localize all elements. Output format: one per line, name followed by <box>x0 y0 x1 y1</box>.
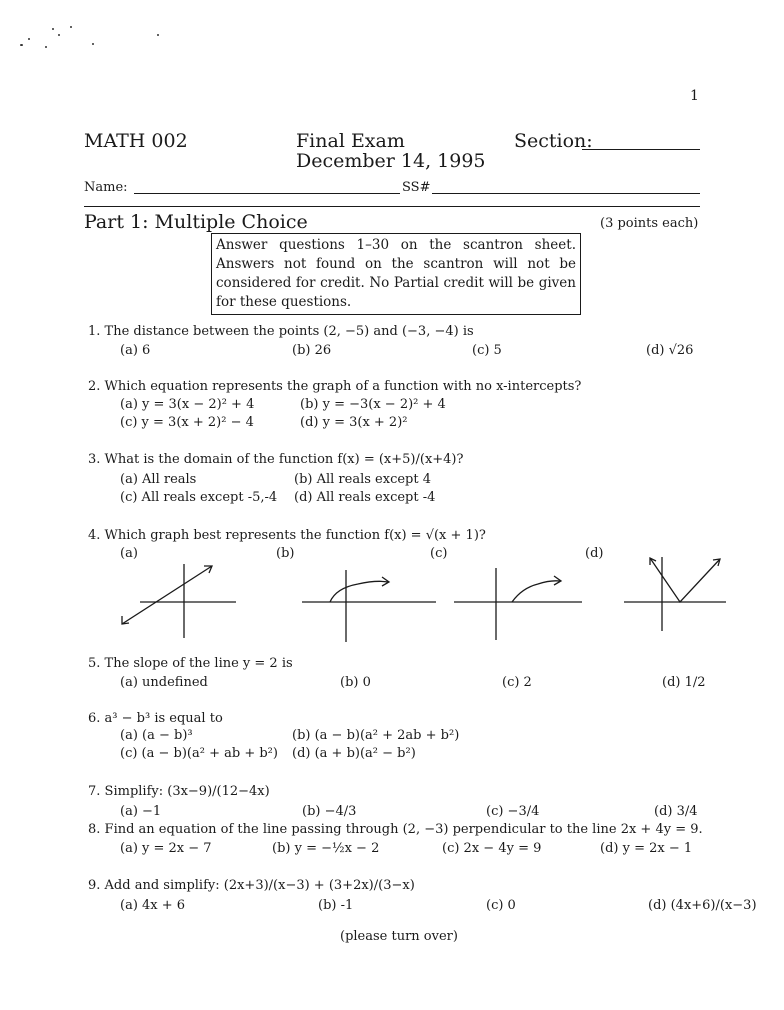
curve <box>330 581 388 602</box>
scan-speck <box>28 38 30 40</box>
question-number: 8. <box>88 822 101 837</box>
choice-3b[interactable]: (b) All reals except 4 <box>294 472 432 487</box>
curve <box>122 566 212 624</box>
question-3 <box>88 452 463 467</box>
ss-field-line[interactable] <box>432 193 700 194</box>
scan-speck <box>52 28 54 30</box>
scan-speck <box>92 43 94 45</box>
instructions-box: Answer questions 1–30 on the scantron sheet. Answers not found on the scantron will not be considered for credit. No Partial credit will be given for these questions. <box>211 233 581 315</box>
exam-title: Final Exam <box>296 130 405 152</box>
scan-speck <box>45 46 47 48</box>
choice-1a[interactable]: (a) 6 <box>120 343 151 358</box>
choice-5a[interactable]: (a) undefined <box>120 675 208 690</box>
choice-9b[interactable]: (b) -1 <box>318 898 354 913</box>
graph-a[interactable] <box>110 558 240 642</box>
choice-1c[interactable]: (c) 5 <box>472 343 502 358</box>
choice-9d[interactable]: (d) (4x+6)/(x−3) <box>648 898 757 913</box>
choice-4d-label[interactable]: (d) <box>585 546 604 561</box>
question-8 <box>88 822 703 837</box>
curve <box>512 581 560 602</box>
name-field-line[interactable] <box>134 193 400 194</box>
question-1 <box>88 324 474 339</box>
question-text: The distance between the points (2, −5) and (−3, −4) is <box>104 324 474 339</box>
choice-6b[interactable]: (b) (a − b)(a² + 2ab + b²) <box>292 728 460 743</box>
graph-b[interactable] <box>296 560 446 644</box>
section-label: Section: <box>514 130 593 152</box>
course-title: MATH 002 <box>84 130 188 152</box>
choice-8d[interactable]: (d) y = 2x − 1 <box>600 841 693 856</box>
choice-9c[interactable]: (c) 0 <box>486 898 516 913</box>
question-7 <box>88 784 270 799</box>
question-text: Add and simplify: (2x+3)/(x−3) + (3+2x)/(3−x) <box>104 878 415 893</box>
page-number: 1 <box>690 88 699 104</box>
choice-2a[interactable]: (a) y = 3(x − 2)² + 4 <box>120 397 255 412</box>
question-number: 9. <box>88 878 101 893</box>
header-divider <box>84 206 700 207</box>
question-4 <box>88 528 486 543</box>
choice-2c[interactable]: (c) y = 3(x + 2)² − 4 <box>120 415 254 430</box>
question-text: The slope of the line y = 2 is <box>104 656 293 671</box>
question-number: 7. <box>88 784 101 799</box>
choice-9a[interactable]: (a) 4x + 6 <box>120 898 186 913</box>
choice-4c-label[interactable]: (c) <box>430 546 448 561</box>
graph-d[interactable] <box>620 555 730 635</box>
choice-6c[interactable]: (c) (a − b)(a² + ab + b²) <box>120 746 278 761</box>
choice-5b[interactable]: (b) 0 <box>340 675 371 690</box>
question-text: Which equation represents the graph of a function with no x-intercepts? <box>104 379 582 394</box>
choice-6d[interactable]: (d) (a + b)(a² − b²) <box>292 746 416 761</box>
choice-7c[interactable]: (c) −3/4 <box>486 804 540 819</box>
question-2 <box>88 379 581 394</box>
question-5 <box>88 656 293 671</box>
choice-8b[interactable]: (b) y = −½x − 2 <box>272 841 380 856</box>
scan-speck <box>157 34 159 36</box>
choice-6a[interactable]: (a) (a − b)³ <box>120 728 193 743</box>
section-field-line[interactable] <box>582 149 700 150</box>
question-text: Find an equation of the line passing through (2, −3) perpendicular to the line 2x + 4y = 9. <box>104 822 703 837</box>
choice-4b-label[interactable]: (b) <box>276 546 295 561</box>
choice-1d[interactable]: (d) √26 <box>646 343 694 358</box>
part-title: Part 1: Multiple Choice <box>84 211 308 233</box>
question-number: 3. <box>88 452 101 467</box>
choice-2b[interactable]: (b) y = −3(x − 2)² + 4 <box>300 397 446 412</box>
question-text: Simplify: (3x−9)/(12−4x) <box>104 784 270 799</box>
question-number: 2. <box>88 379 101 394</box>
choice-5c[interactable]: (c) 2 <box>502 675 532 690</box>
choice-1b[interactable]: (b) 26 <box>292 343 332 358</box>
scan-speck <box>20 44 23 46</box>
exam-date: December 14, 1995 <box>296 150 486 172</box>
points-note: (3 points each) <box>600 216 699 231</box>
question-6 <box>88 711 223 726</box>
choice-7d[interactable]: (d) 3/4 <box>654 804 698 819</box>
choice-2d[interactable]: (d) y = 3(x + 2)² <box>300 415 408 430</box>
question-text: a³ − b³ is equal to <box>104 711 223 726</box>
question-text: What is the domain of the function f(x) = (x+5)/(x+4)? <box>104 452 464 467</box>
graph-c[interactable] <box>450 560 590 644</box>
question-9 <box>88 878 415 893</box>
choice-3c[interactable]: (c) All reals except -5,-4 <box>120 490 278 505</box>
footer-note: (please turn over) <box>340 929 458 944</box>
choice-8a[interactable]: (a) y = 2x − 7 <box>120 841 212 856</box>
question-number: 1. <box>88 324 101 339</box>
choice-7b[interactable]: (b) −4/3 <box>302 804 357 819</box>
question-number: 4. <box>88 528 101 543</box>
scan-speck <box>58 34 60 36</box>
question-number: 6. <box>88 711 101 726</box>
choice-3d[interactable]: (d) All reals except -4 <box>294 490 436 505</box>
ss-label: SS# <box>402 180 431 195</box>
choice-7a[interactable]: (a) −1 <box>120 804 162 819</box>
choice-4a-label[interactable]: (a) <box>120 546 138 561</box>
scan-speck <box>70 26 72 28</box>
name-label: Name: <box>84 180 128 195</box>
choice-8c[interactable]: (c) 2x − 4y = 9 <box>442 841 542 856</box>
choice-3a[interactable]: (a) All reals <box>120 472 197 487</box>
choice-5d[interactable]: (d) 1/2 <box>662 675 706 690</box>
curve <box>650 558 720 602</box>
question-text: Which graph best represents the function f(x) = √(x + 1)? <box>104 528 486 543</box>
question-number: 5. <box>88 656 101 671</box>
